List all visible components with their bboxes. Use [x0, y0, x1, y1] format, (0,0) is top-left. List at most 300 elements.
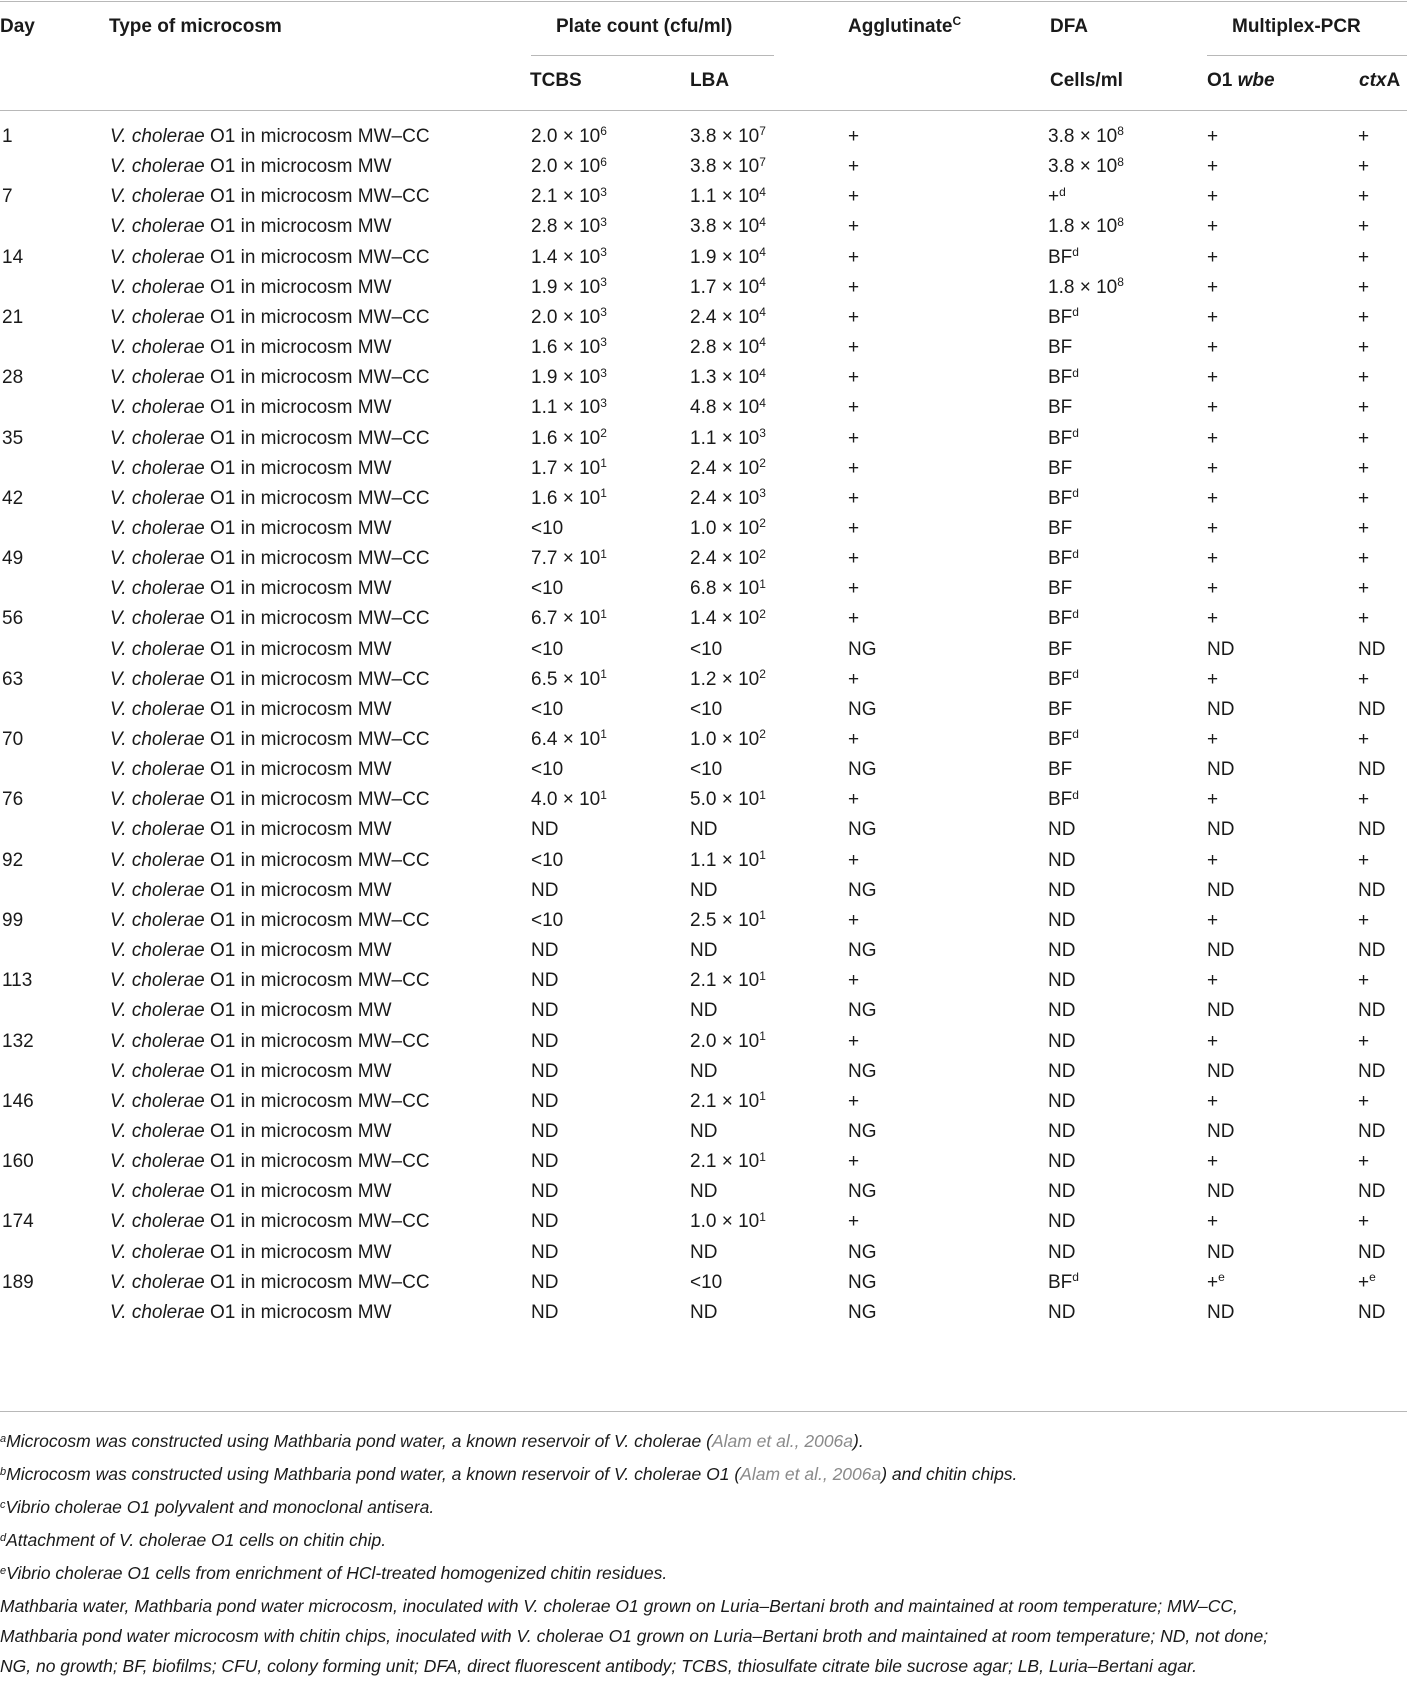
o1-wbe-cell	[1207, 664, 1218, 697]
ctxa-cell	[1358, 754, 1385, 787]
species-name: V. cholerae	[110, 698, 205, 720]
header-cells-per-ml: Cells/ml	[1050, 70, 1123, 91]
agglutinate-cell	[848, 242, 859, 274]
agglutinate-cell-value: NG	[848, 698, 877, 720]
agglutinate-cell-value: NG	[848, 819, 877, 841]
microcosm-type-cell-value: O1 in microcosm MW–CC	[209, 668, 430, 690]
ctxa-cell	[1358, 814, 1385, 847]
agglutinate-cell	[848, 392, 859, 424]
o1-wbe-cell	[1207, 151, 1218, 184]
o1-wbe-cell-value: +	[1207, 909, 1219, 931]
agglutinate-cell	[848, 332, 859, 364]
agglutinate-cell	[848, 814, 877, 846]
lba-count-cell-superscript: 4	[759, 365, 766, 380]
dfa-cell	[1048, 754, 1072, 787]
tcbs-count-cell-value: 1.9 × 10	[531, 367, 601, 389]
microcosm-type-cell	[110, 513, 392, 545]
ctxa-cell-value: ND	[1358, 1000, 1386, 1022]
o1-wbe-cell	[1207, 121, 1218, 154]
dfa-cell	[1048, 634, 1072, 667]
lba-count-cell	[690, 1267, 722, 1300]
agglutinate-cell-value: +	[848, 668, 860, 690]
header-agglutinate-label: Agglutinate	[848, 16, 953, 37]
agglutinate-cell	[848, 1056, 877, 1088]
microcosm-type-cell	[110, 1176, 392, 1208]
lba-count-cell-value: 3.8 × 10	[690, 126, 760, 147]
microcosm-type-cell	[110, 1206, 430, 1238]
ctxa-cell-value: +	[1358, 367, 1370, 389]
o1-wbe-cell	[1207, 845, 1218, 878]
ctxa-cell-value: ND	[1358, 638, 1386, 660]
agglutinate-cell-value: +	[848, 849, 860, 871]
day-cell	[2, 784, 23, 816]
lba-count-cell-superscript: 4	[759, 395, 766, 410]
o1-wbe-cell-value: +	[1207, 789, 1219, 811]
species-name: V. cholerae	[110, 397, 205, 419]
ctxa-cell	[1358, 121, 1369, 154]
header-o1-wbe	[1207, 70, 1275, 92]
species-name: V. cholerae	[110, 337, 205, 359]
lba-count-cell-value: ND	[690, 1301, 718, 1323]
microcosm-type-cell-value: O1 in microcosm MW	[209, 940, 392, 962]
microcosm-type-cell	[110, 603, 430, 635]
lba-count-cell-value: 2.4 × 10	[690, 306, 760, 328]
ctxa-cell	[1358, 151, 1369, 184]
tcbs-count-cell-value: ND	[531, 940, 559, 962]
dfa-cell	[1048, 603, 1079, 636]
dfa-cell-value: BF	[1048, 487, 1073, 509]
o1-wbe-cell-value: ND	[1207, 940, 1235, 962]
dfa-cell-superscript: d	[1072, 365, 1079, 380]
lba-count-cell-superscript: 2	[759, 727, 766, 742]
day-cell	[2, 1267, 34, 1299]
tcbs-count-cell	[531, 1146, 558, 1179]
ctxa-cell	[1358, 302, 1369, 335]
o1-wbe-cell-value: +	[1207, 1151, 1219, 1173]
dfa-cell-superscript: d	[1072, 727, 1079, 742]
o1-wbe-cell-value: ND	[1207, 1241, 1235, 1263]
o1-wbe-cell-value: ND	[1207, 759, 1235, 781]
microcosm-type-cell-value: O1 in microcosm MW	[209, 337, 392, 359]
lba-count-cell	[690, 1056, 717, 1089]
tcbs-count-cell	[531, 995, 558, 1028]
lba-count-cell-value: 1.0 × 10	[690, 729, 760, 750]
microcosm-type-cell	[110, 634, 392, 666]
agglutinate-cell-value: +	[848, 1211, 860, 1233]
dfa-cell-superscript: 8	[1117, 124, 1124, 139]
microcosm-type-cell	[110, 272, 392, 304]
table-row	[0, 875, 1407, 907]
dfa-cell-superscript: d	[1059, 184, 1066, 199]
dfa-cell	[1048, 1297, 1075, 1330]
day-cell-value: 189	[2, 1271, 34, 1293]
footnote-b-end: ) and chitin chips.	[881, 1464, 1018, 1484]
o1-wbe-cell	[1207, 1237, 1234, 1270]
agglutinate-cell-value: +	[848, 427, 860, 449]
microcosm-type-cell	[110, 392, 392, 424]
tcbs-count-cell	[531, 754, 563, 787]
microcosm-type-cell-value: O1 in microcosm MW–CC	[209, 849, 430, 871]
table-row	[0, 302, 1407, 334]
ctxa-cell	[1358, 1176, 1385, 1209]
o1-wbe-cell	[1207, 1146, 1218, 1179]
microcosm-type-cell	[110, 543, 430, 575]
agglutinate-cell	[848, 724, 859, 756]
lba-count-cell-superscript: 1	[759, 848, 766, 862]
agglutinate-cell-value: +	[848, 186, 860, 208]
header-a-label: A	[1386, 70, 1401, 91]
tcbs-count-cell-superscript: 3	[600, 305, 607, 320]
lba-count-cell-value: ND	[690, 819, 718, 841]
lba-count-cell-value: 1.7 × 10	[690, 276, 760, 298]
dfa-cell-value: ND	[1048, 1090, 1076, 1112]
o1-wbe-cell-value: ND	[1207, 819, 1235, 841]
tcbs-count-cell	[531, 603, 607, 636]
header-day: Day	[0, 16, 35, 37]
table-row	[0, 1206, 1407, 1238]
ctxa-cell	[1358, 181, 1369, 214]
species-name: V. cholerae	[110, 1120, 205, 1142]
species-name: V. cholerae	[110, 1271, 205, 1293]
lba-count-cell	[690, 965, 766, 998]
day-cell-value: 99	[2, 909, 24, 931]
ctxa-cell-value: +	[1358, 729, 1370, 750]
ctxa-cell	[1358, 965, 1369, 998]
lba-count-cell	[690, 121, 766, 154]
tcbs-count-cell-value: 1.6 × 10	[531, 427, 601, 449]
lba-count-cell-value: 2.1 × 10	[690, 1151, 760, 1173]
lba-count-cell	[690, 483, 766, 516]
o1-wbe-cell	[1207, 1116, 1234, 1149]
microcosm-type-cell-value: O1 in microcosm MW–CC	[209, 1030, 430, 1052]
species-name: V. cholerae	[110, 246, 205, 268]
footnote-e-text: Vibrio cholerae O1 cells from enrichment of HCl-treated homogenized chitin residues.	[6, 1563, 668, 1583]
microcosm-type-cell-value: O1 in microcosm MW–CC	[209, 126, 430, 147]
o1-wbe-cell	[1207, 875, 1234, 908]
lba-count-cell	[690, 664, 766, 697]
microcosm-type-cell-value: O1 in microcosm MW	[209, 156, 392, 178]
agglutinate-cell	[848, 272, 859, 304]
o1-wbe-cell-value: +	[1207, 457, 1219, 479]
o1-wbe-cell	[1207, 392, 1218, 425]
tcbs-count-cell-superscript: 1	[600, 456, 607, 471]
o1-wbe-cell	[1207, 453, 1218, 486]
ctxa-cell	[1358, 845, 1369, 878]
o1-wbe-cell-value: +	[1207, 548, 1219, 570]
o1-wbe-cell	[1207, 995, 1234, 1028]
dfa-cell-value: BF	[1048, 1271, 1073, 1293]
o1-wbe-cell	[1207, 181, 1218, 214]
microcosm-type-cell	[110, 453, 392, 485]
ctxa-cell-value: +	[1358, 216, 1370, 238]
agglutinate-cell-value: +	[848, 457, 860, 479]
agglutinate-cell	[848, 603, 859, 635]
day-cell-value: 174	[2, 1211, 34, 1233]
ctxa-cell-value: +	[1358, 1090, 1370, 1112]
species-name: V. cholerae	[110, 156, 205, 178]
lba-count-cell-value: 1.4 × 10	[690, 608, 760, 630]
dfa-cell	[1048, 181, 1066, 214]
tcbs-count-cell-superscript: 3	[600, 395, 607, 410]
lba-count-cell-superscript: 3	[759, 486, 766, 501]
o1-wbe-cell	[1207, 965, 1218, 998]
agglutinate-cell	[848, 573, 859, 605]
dfa-cell-superscript: d	[1072, 245, 1079, 259]
lba-count-cell	[690, 905, 766, 938]
agglutinate-cell-value: +	[848, 1151, 860, 1173]
header-ctxa	[1359, 70, 1400, 92]
lba-count-cell	[690, 1237, 717, 1270]
table-row	[0, 362, 1407, 394]
dfa-cell	[1048, 211, 1124, 244]
lba-count-cell-value: ND	[690, 1000, 718, 1022]
footnote-c	[0, 1492, 1405, 1525]
o1-wbe-cell-value: +	[1207, 1090, 1219, 1112]
o1-wbe-cell-superscript: e	[1218, 1270, 1225, 1285]
dfa-cell-value: BF	[1048, 608, 1073, 630]
footnote-e	[0, 1558, 1405, 1591]
table-row	[0, 1237, 1407, 1269]
lba-count-cell	[690, 1297, 717, 1330]
ctxa-cell-value: +	[1358, 337, 1370, 359]
day-cell-value: 1	[2, 126, 13, 147]
agglutinate-cell	[848, 181, 859, 213]
ctxa-cell-value: +	[1358, 276, 1370, 298]
day-cell	[2, 845, 23, 877]
table-row	[0, 513, 1407, 545]
o1-wbe-cell-value: ND	[1207, 1060, 1235, 1082]
agglutinate-cell	[848, 513, 859, 545]
lba-count-cell	[690, 784, 766, 817]
microcosm-type-cell-value: O1 in microcosm MW–CC	[209, 487, 430, 509]
day-cell-value: 28	[2, 367, 24, 389]
microcosm-type-cell-value: O1 in microcosm MW–CC	[209, 1151, 430, 1173]
lba-count-cell	[690, 754, 722, 787]
header-dfa: DFA	[1050, 16, 1088, 37]
ctxa-cell-value: +	[1358, 668, 1370, 690]
dfa-cell	[1048, 1267, 1079, 1300]
tcbs-count-cell	[531, 1297, 558, 1330]
microcosm-type-cell-value: O1 in microcosm MW	[209, 1181, 392, 1203]
ctxa-cell	[1358, 905, 1369, 938]
species-name: V. cholerae	[110, 1000, 205, 1022]
lba-count-cell-superscript: 3	[759, 425, 766, 440]
lba-count-cell	[690, 995, 717, 1028]
lba-count-cell	[690, 392, 766, 425]
ctxa-cell-value: ND	[1358, 1301, 1386, 1323]
footnote-b-citation: Alam et al., 2006a	[740, 1464, 882, 1484]
microcosm-type-cell-value: O1 in microcosm MW	[209, 216, 392, 238]
agglutinate-cell	[848, 845, 859, 877]
table-row	[0, 1026, 1407, 1058]
o1-wbe-cell	[1207, 573, 1218, 606]
microcosm-type-cell-value: O1 in microcosm MW–CC	[209, 909, 430, 931]
lba-count-cell	[690, 875, 717, 908]
microcosm-type-cell-value: O1 in microcosm MW	[209, 397, 392, 419]
microcosm-type-cell	[110, 181, 430, 213]
species-name: V. cholerae	[110, 457, 205, 479]
o1-wbe-cell-value: +	[1207, 367, 1219, 389]
ctxa-cell-value: +	[1358, 578, 1370, 600]
tcbs-count-cell-superscript: 6	[600, 154, 607, 169]
lba-count-cell-superscript: 4	[759, 214, 766, 229]
day-cell	[2, 242, 23, 274]
agglutinate-cell	[848, 121, 859, 153]
lba-count-cell-value: ND	[690, 1120, 718, 1142]
dfa-cell-value: ND	[1048, 1151, 1076, 1173]
dfa-cell	[1048, 242, 1079, 275]
table-row	[0, 814, 1407, 846]
lba-count-cell	[690, 634, 722, 667]
microcosm-type-cell-value: O1 in microcosm MW	[209, 1120, 392, 1142]
dfa-cell	[1048, 1026, 1075, 1059]
ctxa-cell-value: +	[1358, 789, 1370, 811]
agglutinate-cell-value: +	[848, 156, 860, 178]
dfa-cell	[1048, 121, 1124, 154]
dfa-cell-value: ND	[1048, 1241, 1076, 1263]
lba-count-cell	[690, 1116, 717, 1149]
agglutinate-cell-value: +	[848, 397, 860, 419]
lba-count-cell-value: ND	[690, 1241, 718, 1263]
agglutinate-cell	[848, 694, 877, 726]
ctxa-cell	[1358, 1026, 1369, 1059]
lba-count-cell	[690, 543, 766, 576]
tcbs-count-cell	[531, 634, 563, 667]
dfa-cell-value: ND	[1048, 849, 1076, 871]
lba-count-cell-value: ND	[690, 1060, 718, 1082]
o1-wbe-cell-value: +	[1207, 1030, 1219, 1052]
table-row	[0, 1267, 1407, 1299]
microcosm-type-cell-value: O1 in microcosm MW–CC	[209, 729, 430, 750]
dfa-cell-value: BF	[1048, 337, 1073, 359]
dfa-cell-value: ND	[1048, 1000, 1076, 1022]
lba-count-cell-value: 3.8 × 10	[690, 216, 760, 238]
tcbs-count-cell-value: ND	[531, 1211, 559, 1233]
ctxa-cell	[1358, 1297, 1385, 1330]
lba-count-cell-superscript: 2	[759, 546, 766, 561]
header-plate-count: Plate count (cfu/ml)	[556, 16, 733, 37]
species-name: V. cholerae	[110, 487, 205, 509]
day-cell-value: 42	[2, 487, 24, 509]
agglutinate-cell-value: +	[848, 367, 860, 389]
ctxa-cell	[1358, 634, 1385, 667]
lba-count-cell	[690, 453, 766, 486]
tcbs-count-cell-value: ND	[531, 1301, 559, 1323]
tcbs-count-cell	[531, 1056, 558, 1089]
day-cell-value: 7	[2, 186, 13, 208]
microcosm-type-cell-value: O1 in microcosm MW–CC	[209, 1211, 430, 1233]
dfa-cell-value: ND	[1048, 1120, 1076, 1142]
lba-count-cell-value: 2.1 × 10	[690, 1090, 760, 1112]
microcosm-type-cell-value: O1 in microcosm MW–CC	[209, 1090, 430, 1112]
ctxa-cell-value: +	[1358, 457, 1370, 479]
lba-count-cell-value: 6.8 × 10	[690, 578, 760, 600]
footnote-b	[0, 1459, 1405, 1492]
ctxa-cell-value: ND	[1358, 940, 1386, 962]
o1-wbe-cell-value: +	[1207, 186, 1219, 208]
species-name: V. cholerae	[110, 638, 205, 660]
lba-count-cell	[690, 362, 766, 395]
day-cell	[2, 483, 23, 515]
day-cell-value: 63	[2, 668, 24, 690]
microcosm-type-cell	[110, 1267, 430, 1299]
table-row	[0, 332, 1407, 364]
lba-count-cell-value: 2.4 × 10	[690, 457, 760, 479]
tcbs-count-cell	[531, 423, 607, 456]
tcbs-count-cell-value: ND	[531, 1060, 559, 1082]
abbreviations-line-1: Mathbaria water, Mathbaria pond water microcosm, inoculated with V. cholerae O1 grown on Luria–Bertani broth and maintained at room temperature; MW–CC,	[0, 1596, 1238, 1616]
dfa-cell-value: BF	[1048, 427, 1073, 449]
table-row	[0, 573, 1407, 605]
species-name: V. cholerae	[110, 216, 205, 238]
dfa-cell-value: BF	[1048, 759, 1073, 781]
dfa-cell	[1048, 1086, 1075, 1119]
microcosm-type-cell-value: O1 in microcosm MW–CC	[209, 1271, 430, 1293]
microcosm-type-cell-value: O1 in microcosm MW–CC	[209, 367, 430, 389]
dfa-cell-superscript: d	[1072, 667, 1079, 682]
dfa-cell	[1048, 483, 1079, 516]
lba-count-cell-superscript: 1	[759, 908, 766, 923]
lba-count-cell-value: 5.0 × 10	[690, 789, 760, 811]
agglutinate-cell-value: +	[848, 548, 860, 570]
lba-count-cell-superscript: 1	[759, 1149, 766, 1164]
footnote-d	[0, 1525, 1405, 1558]
table-row	[0, 603, 1407, 635]
species-name: V. cholerae	[110, 729, 205, 750]
tcbs-count-cell-value: ND	[531, 1151, 559, 1173]
agglutinate-cell	[848, 935, 877, 967]
tcbs-count-cell-value: <10	[531, 638, 564, 660]
tcbs-count-cell	[531, 1206, 558, 1239]
day-cell	[2, 1026, 34, 1058]
lba-count-cell-superscript: 1	[759, 1089, 766, 1104]
dfa-cell	[1048, 814, 1075, 847]
o1-wbe-cell-value: +	[1207, 246, 1219, 268]
dfa-cell	[1048, 905, 1075, 938]
day-cell-value: 146	[2, 1090, 34, 1112]
o1-wbe-cell-value: ND	[1207, 698, 1235, 720]
day-cell	[2, 1086, 34, 1118]
dfa-cell-value: ND	[1048, 940, 1076, 962]
microcosm-type-cell	[110, 1146, 430, 1178]
lba-count-cell-value: 1.3 × 10	[690, 367, 760, 389]
tcbs-count-cell-value: ND	[531, 1271, 559, 1293]
day-cell-value: 49	[2, 548, 24, 570]
tcbs-count-cell	[531, 513, 563, 546]
agglutinate-cell	[848, 362, 859, 394]
lba-count-cell-superscript: 4	[759, 184, 766, 199]
day-cell-value: 113	[2, 970, 33, 992]
day-cell	[2, 181, 13, 213]
lba-count-cell	[690, 1206, 766, 1239]
header-o1-label: O1	[1207, 70, 1233, 91]
microcosm-type-cell	[110, 362, 430, 394]
microcosm-type-cell	[110, 1026, 430, 1058]
agglutinate-cell	[848, 1086, 859, 1118]
dfa-cell-value: BF	[1048, 397, 1073, 419]
tcbs-count-cell	[531, 1267, 558, 1300]
agglutinate-cell-value: NG	[848, 1271, 877, 1293]
dfa-cell	[1048, 965, 1075, 998]
species-name: V. cholerae	[110, 879, 205, 901]
tcbs-count-cell-value: <10	[531, 849, 564, 871]
lba-count-cell-value: 1.0 × 10	[690, 517, 760, 539]
tcbs-count-cell-value: <10	[531, 698, 564, 720]
footnote-a-citation: Alam et al., 2006a	[711, 1431, 854, 1451]
agglutinate-cell-value: +	[848, 578, 860, 600]
dfa-cell	[1048, 272, 1124, 305]
o1-wbe-cell	[1207, 332, 1218, 365]
